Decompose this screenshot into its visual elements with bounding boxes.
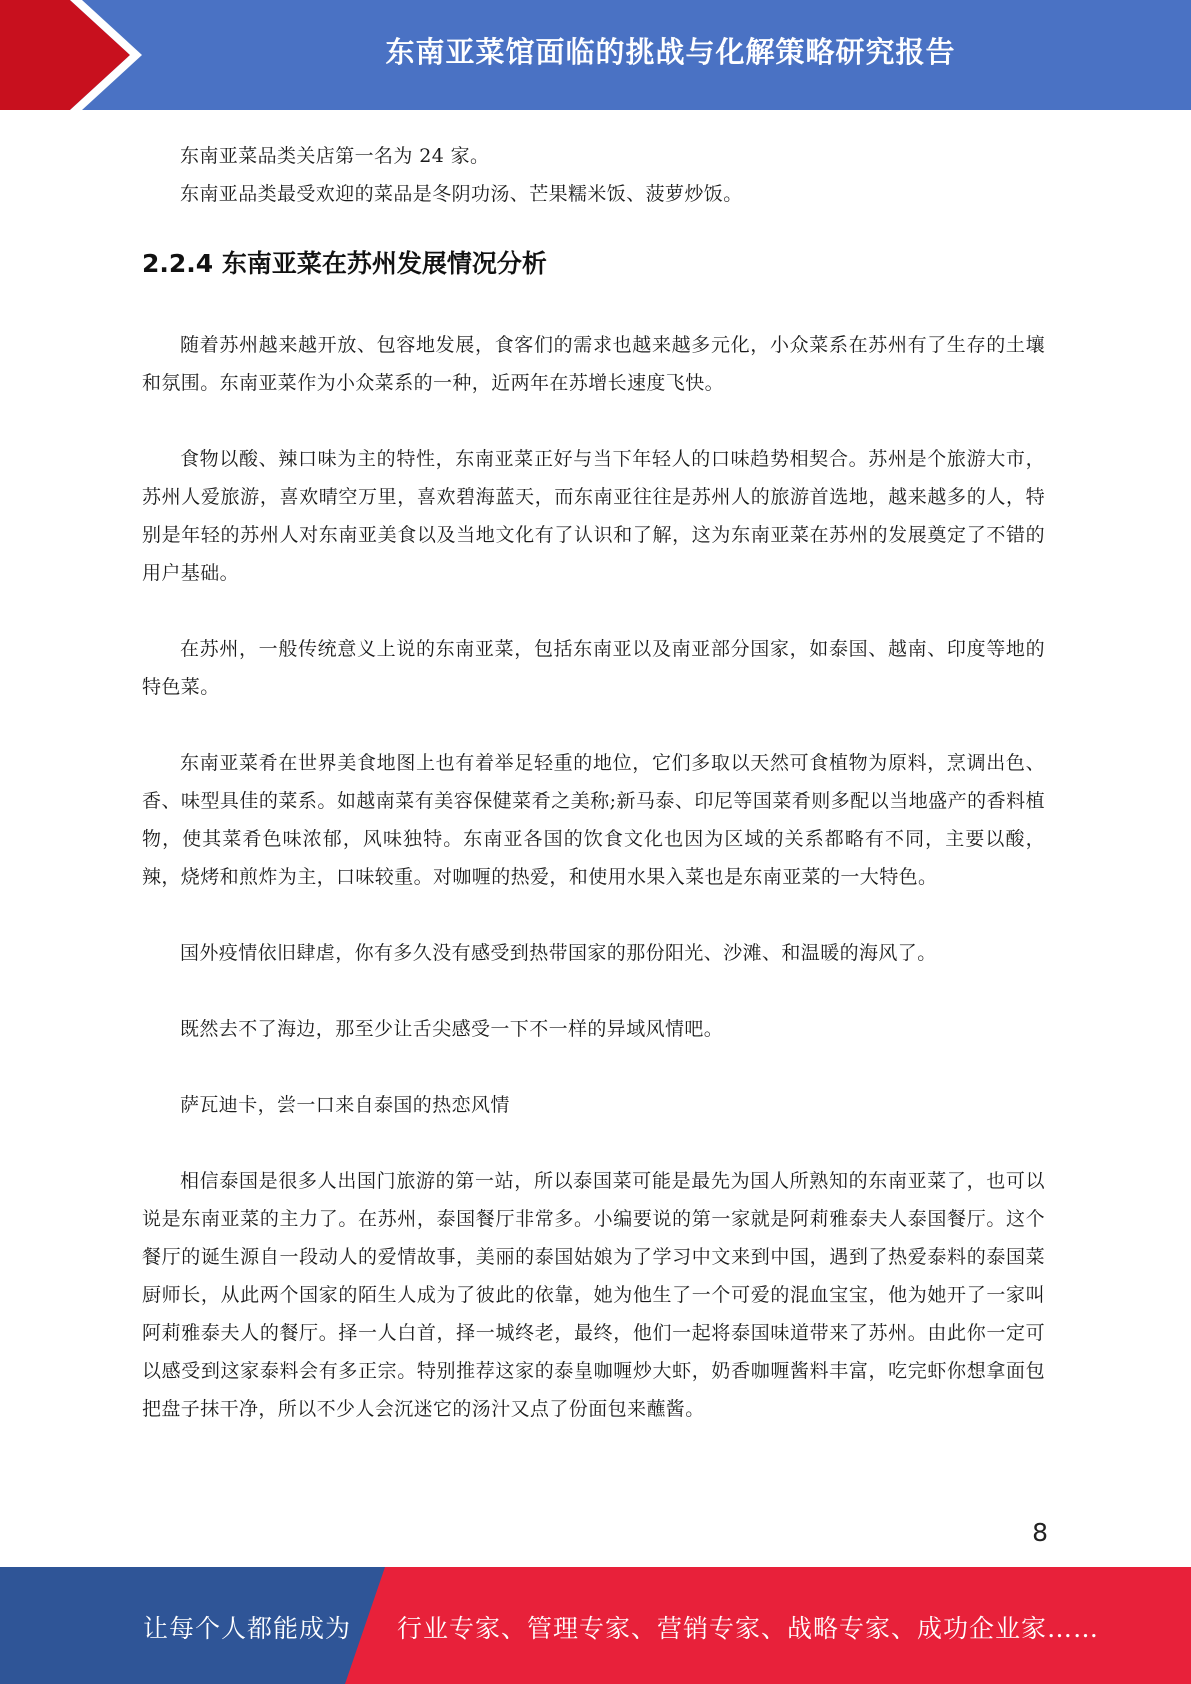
paragraph: 食物以酸、辣口味为主的特性，东南亚菜正好与当下年轻人的口味趋势相契合。苏州是个旅游大市，苏州人爱旅游，喜欢晴空万里，喜欢碧海蓝天，而东南亚往往是苏州人的旅游首选地，越来越多的人，特别是年轻的苏州人对东南亚美食以及当地文化有了认识和了解，这为东南亚菜在苏州的发展奠定了不错的用户基础。 — [142, 448, 1045, 584]
paragraph: 东南亚菜肴在世界美食地图上也有着举足轻重的地位，它们多取以天然可食植物为原料，烹调出色、香、味型具佳的菜系。如越南菜有美容保健菜肴之美称;新马泰、印尼等国菜肴则多配以当地盛产的香料植物，使其菜肴色味浓郁，风味独特。东南亚各国的饮食文化也因为区域的关系都略有不同，主要以酸，辣，烧烤和煎炸为主，口味较重。对咖喱的热爱，和使用水果入菜也是东南亚菜的一大特色。 — [142, 752, 1045, 888]
document-title: 东南亚菜馆面临的挑战与化解策略研究报告 — [385, 35, 956, 69]
intro-line: 东南亚菜品类关店第一名为 24 家。 — [180, 145, 490, 167]
header-banner — [0, 0, 1191, 110]
page-number: 8 — [1032, 1518, 1048, 1547]
paragraph: 在苏州，一般传统意义上说的东南亚菜，包括东南亚以及南亚部分国家，如泰国、越南、印度等地的特色菜。 — [142, 638, 1045, 698]
paragraph: 萨瓦迪卡，尝一口来自泰国的热恋风情 — [180, 1094, 510, 1116]
paragraph: 既然去不了海边，那至少让舌尖感受一下不一样的异域风情吧。 — [180, 1018, 724, 1040]
section-heading: 2.2.4 东南亚菜在苏州发展情况分析 — [142, 249, 547, 278]
footer-banner — [0, 1567, 1191, 1684]
footer-slogan-right: 行业专家、管理专家、营销专家、战略专家、成功企业家…… — [397, 1614, 1100, 1643]
page-content — [142, 137, 1045, 1428]
paragraph: 相信泰国是很多人出国门旅游的第一站，所以泰国菜可能是最先为国人所熟知的东南亚菜了，也可以说是东南亚菜的主力了。在苏州，泰国餐厅非常多。小编要说的第一家就是阿莉雅泰夫人泰国餐厅。这个餐厅的诞生源自一段动人的爱情故事，美丽的泰国姑娘为了学习中文来到中国，遇到了热爱泰料的泰国菜厨师长，从此两个国家的陌生人成为了彼此的依靠，她为他生了一个可爱的混血宝宝，他为她开了一家叫阿莉雅泰夫人的餐厅。择一人白首，择一城终老，最终，他们一起将泰国味道带来了苏州。由此你一定可以感受到这家泰料会有多正宗。特别推荐这家的泰皇咖喱炒大虾，奶香咖喱酱料丰富，吃完虾你想拿面包把盘子抹干净，所以不少人会沉迷它的汤汁又点了份面包来蘸酱。 — [142, 1170, 1045, 1420]
paragraph: 国外疫情依旧肆虐，你有多久没有感受到热带国家的那份阳光、沙滩、和温暖的海风了。 — [180, 942, 937, 964]
footer-slogan-left: 让每个人都能成为 — [143, 1614, 352, 1643]
intro-line: 东南亚品类最受欢迎的菜品是冬阴功汤、芒果糯米饭、菠萝炒饭。 — [180, 183, 743, 205]
header-chevron-decoration — [0, 0, 160, 110]
paragraph: 随着苏州越来越开放、包容地发展，食客们的需求也越来越多元化，小众菜系在苏州有了生存的土壤和氛围。东南亚菜作为小众菜系的一种，近两年在苏增长速度飞快。 — [142, 334, 1045, 394]
